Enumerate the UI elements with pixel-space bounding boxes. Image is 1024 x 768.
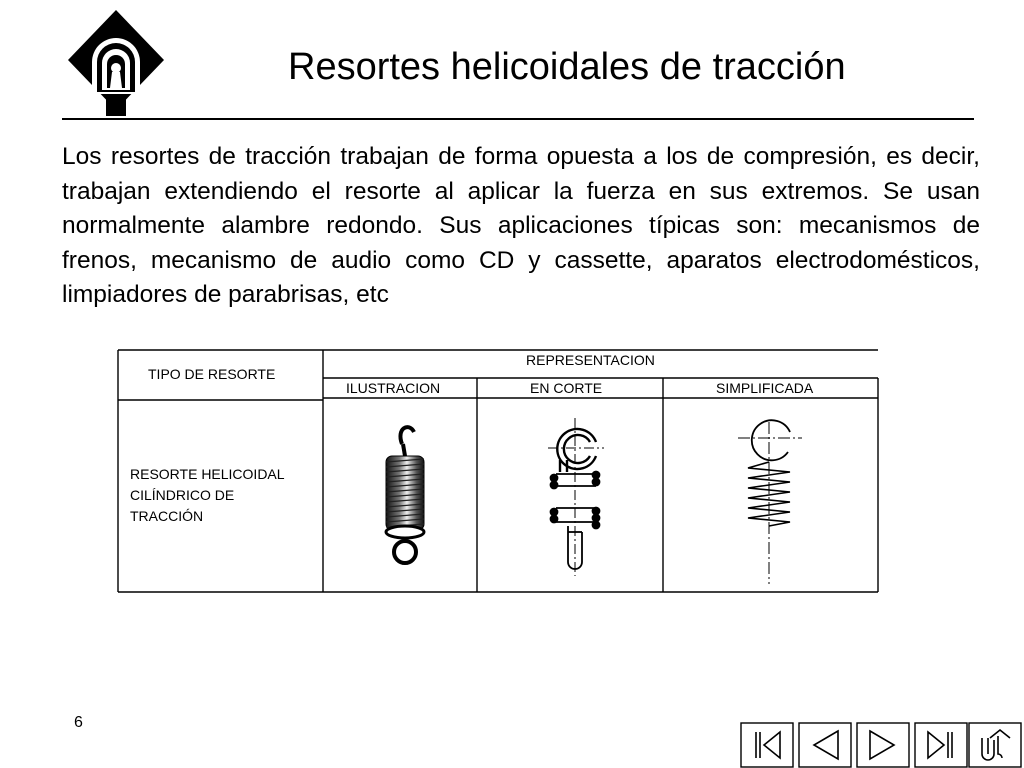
previous-slide-button[interactable] (799, 723, 851, 767)
spring-section-drawing (548, 418, 604, 576)
next-slide-button[interactable] (857, 723, 909, 767)
title-divider (62, 118, 974, 120)
extension-spring-illustration (386, 427, 424, 563)
first-slide-button[interactable] (741, 723, 793, 767)
row-label-line-3: TRACCIÓN (130, 508, 204, 524)
return-button[interactable] (969, 723, 1021, 767)
slide-title: Resortes helicoidales de tracción (288, 46, 846, 88)
slide-navigation-bar (740, 722, 1022, 768)
last-slide-button[interactable] (915, 723, 967, 767)
row-label-line-2: CILÍNDRICO DE (130, 487, 235, 503)
university-logo-icon (66, 8, 166, 120)
header-tipo-de-resorte: TIPO DE RESORTE (148, 366, 276, 382)
column-en-corte: EN CORTE (530, 380, 603, 396)
spring-simplified-symbol (738, 420, 802, 584)
slide-paragraph: Los resortes de tracción trabajan de forma opuesta a los de compresión, es decir, trabajan extendiendo el resorte al aplicar la fuerza en sus extremos. Se usan normalmente alambre redondo. Sus aplicaciones típicas son: mecanismos de frenos, mecanismo de audio como CD y cassette, aparatos electrodomésticos, limpiadores de parabrisas, etc (62, 143, 980, 308)
row-label-line-1: RESORTE HELICOIDAL (130, 466, 285, 482)
spring-representation-table (116, 348, 880, 596)
column-ilustracion: ILUSTRACION (346, 380, 441, 396)
column-simplificada: SIMPLIFICADA (716, 380, 814, 396)
page-number: 6 (74, 714, 83, 731)
header-representacion: REPRESENTACION (526, 352, 655, 368)
